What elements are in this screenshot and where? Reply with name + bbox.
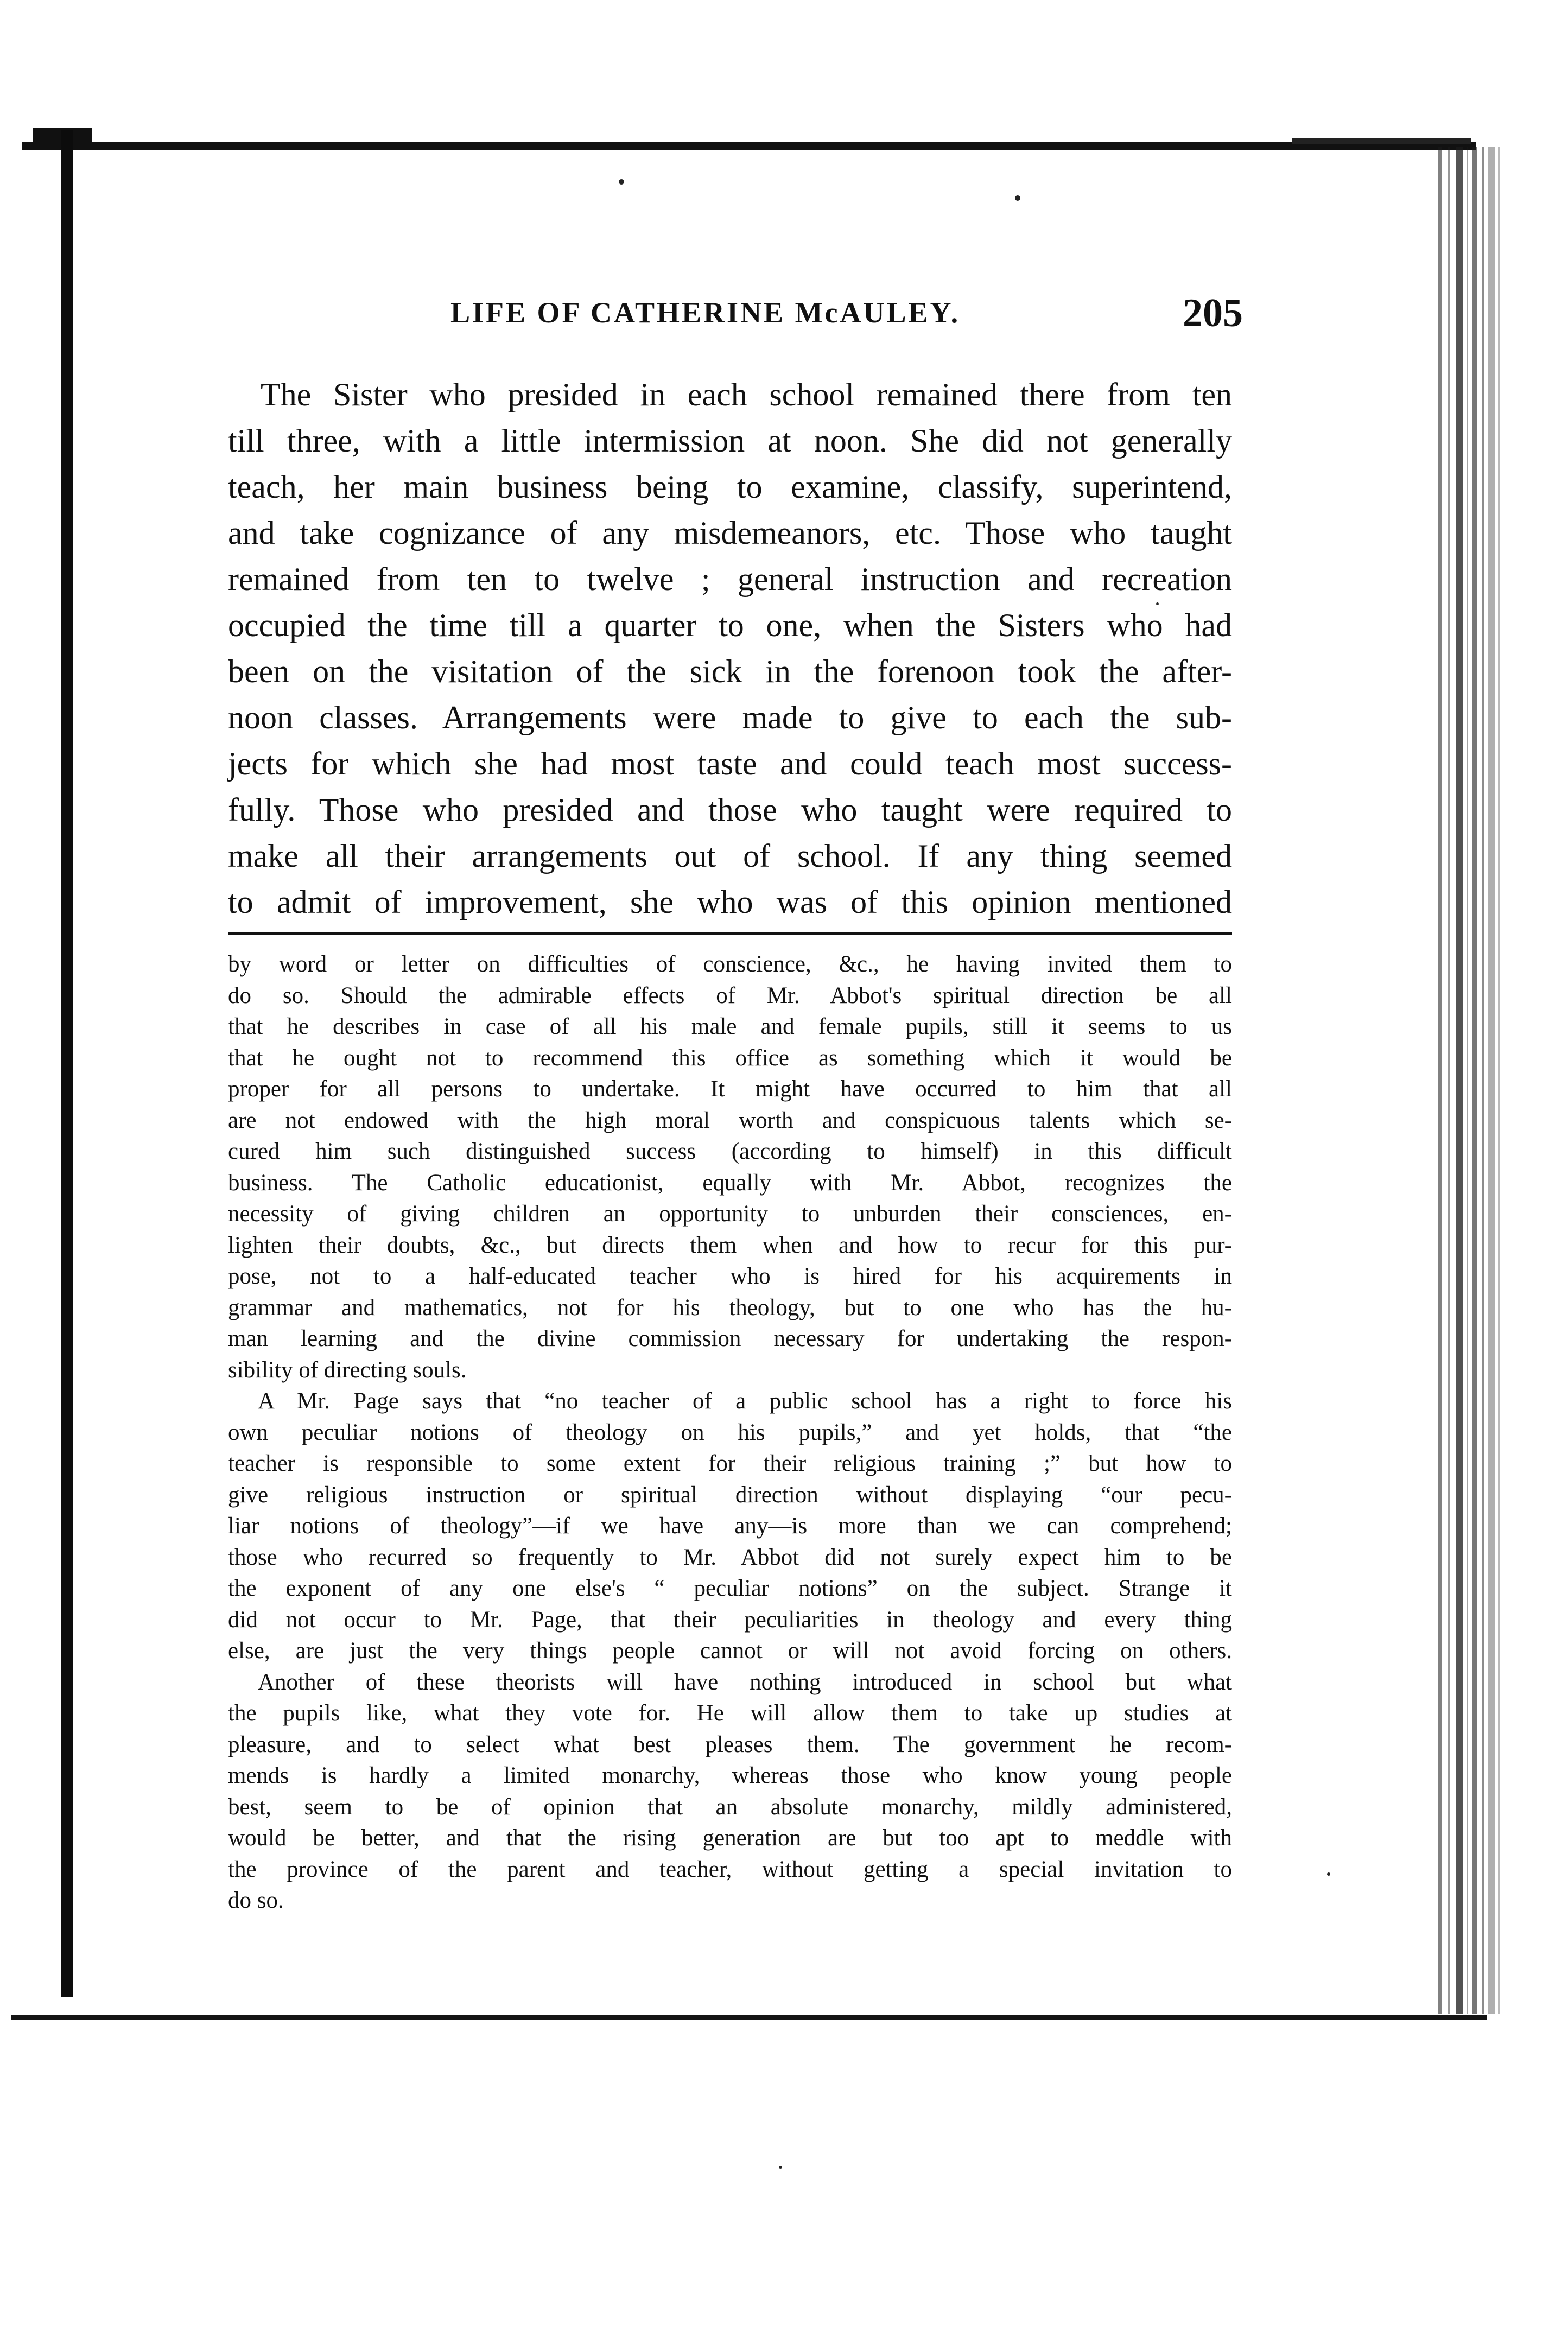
ink-speck [1327, 1872, 1330, 1876]
text-line: noon classes. Arrangements were made to give to each the sub- [228, 700, 1232, 735]
bottom-page-border [11, 2015, 1487, 2020]
text-line: make all their arrangements out of school. If any thing seemed [228, 838, 1232, 874]
page-number: 205 [1183, 291, 1243, 335]
text-line: remained from ten to twelve ; general instruction and recreation [228, 561, 1232, 597]
ink-speck [619, 179, 624, 185]
footnote-separator [228, 932, 1232, 935]
text-line: fully. Those who presided and those who taught were required to [228, 792, 1232, 828]
running-head: LIFE OF CATHERINE McAULEY. [450, 296, 961, 329]
footnote-line: teacher is responsible to some extent for their religious training ;” but how to [228, 1451, 1232, 1476]
text-line: The Sister who presided in each school remained there from ten [261, 377, 1232, 412]
footnote-line: business. The Catholic educationist, equally with Mr. Abbot, recognizes the [228, 1170, 1232, 1196]
footnote-line: the exponent of any one else's “ peculiar notions” on the subject. Strange it [228, 1576, 1232, 1601]
footnote-line: else, are just the very things people cannot or will not avoid forcing on others. [228, 1638, 1232, 1664]
footnote-line: give religious instruction or spiritual direction without displaying “our pecu- [228, 1482, 1232, 1508]
footnote-line: man learning and the divine commission necessary for undertaking the respon- [228, 1326, 1232, 1351]
footnote-line: pleasure, and to select what best pleases them. The government he recom- [228, 1731, 1232, 1757]
footnote-line: own peculiar notions of theology on his pupils,” and yet holds, that “the [228, 1419, 1232, 1445]
footnote-line: do so. [228, 1888, 284, 1913]
footnotes [228, 949, 1232, 1916]
main-text [228, 372, 1232, 925]
text-line: occupied the time till a quarter to one, when the Sisters who had [228, 607, 1232, 643]
ink-speck [779, 2166, 782, 2169]
text-line: till three, with a little intermission at noon. She did not generally [228, 423, 1232, 459]
footnote-line: Another of these theorists will have nothing introduced in school but what [258, 1669, 1232, 1695]
top-page-border [22, 142, 1476, 150]
footnote-line: lighten their doubts, &c., but directs them when and how to recur for this pur- [228, 1232, 1232, 1258]
footnote-line: those who recurred so frequently to Mr. Abbot did not surely expect him to be [228, 1544, 1232, 1570]
footnote-line: the province of the parent and teacher, without getting a special invitation to [228, 1856, 1232, 1882]
footnote-line: necessity of giving children an opportunity to unburden their consciences, en- [228, 1201, 1232, 1227]
footnote-line: that he ought not to recommend this office as something which it would be [228, 1045, 1232, 1071]
footnote-line: A Mr. Page says that “no teacher of a public school has a right to force his [258, 1388, 1232, 1414]
footnote-line: pose, not to a half-educated teacher who is hired for his acquirements in [228, 1264, 1232, 1289]
text-line: teach, her main business being to examine, classify, superintend, [228, 469, 1232, 505]
footnote-line: that he describes in case of all his male and female pupils, still it seems to us [228, 1014, 1232, 1039]
footnote-line: proper for all persons to undertake. It might have occurred to him that all [228, 1076, 1232, 1102]
text-line: and take cognizance of any misdemeanors, etc. Those who taught [228, 515, 1232, 551]
text-line: been on the visitation of the sick in the forenoon took the after- [228, 653, 1232, 689]
binding-edge-left [61, 130, 73, 1997]
footnote-line: do so. Should the admirable effects of Mr. Abbot's spiritual direction be all [228, 982, 1232, 1008]
text-line: jects for which she had most taste and could teach most success- [228, 746, 1232, 782]
footnote-line: best, seem to be of opinion that an absolute monarchy, mildly administered, [228, 1794, 1232, 1820]
top-page-border-shadow [1292, 138, 1471, 144]
page-header [450, 291, 1243, 345]
ink-speck [1015, 195, 1020, 201]
footnote-line: grammar and mathematics, not for his theology, but to one who has the hu- [228, 1294, 1232, 1320]
footnote-line: the pupils like, what they vote for. He will allow them to take up studies at [228, 1700, 1232, 1726]
footnote-line: would be better, and that the rising generation are but too apt to meddle with [228, 1825, 1232, 1851]
text-line: to admit of improvement, she who was of this opinion mentioned [228, 884, 1232, 920]
footnote-line: liar notions of theology”—if we have any—is more than we can comprehend; [228, 1513, 1232, 1539]
ink-speck [1156, 602, 1159, 605]
footnote-line: did not occur to Mr. Page, that their peculiarities in theology and every thing [228, 1607, 1232, 1633]
page-edge-right [1406, 147, 1514, 2014]
footnote-line: are not endowed with the high moral worth and conspicuous talents which se- [228, 1107, 1232, 1133]
footnote-line: by word or letter on difficulties of conscience, &c., he having invited them to [228, 951, 1232, 977]
footnote-line: sibility of directing souls. [228, 1357, 467, 1383]
footnote-line: cured him such distinguished success (according to himself) in this difficult [228, 1139, 1232, 1164]
footnote-line: mends is hardly a limited monarchy, whereas those who know young people [228, 1763, 1232, 1788]
